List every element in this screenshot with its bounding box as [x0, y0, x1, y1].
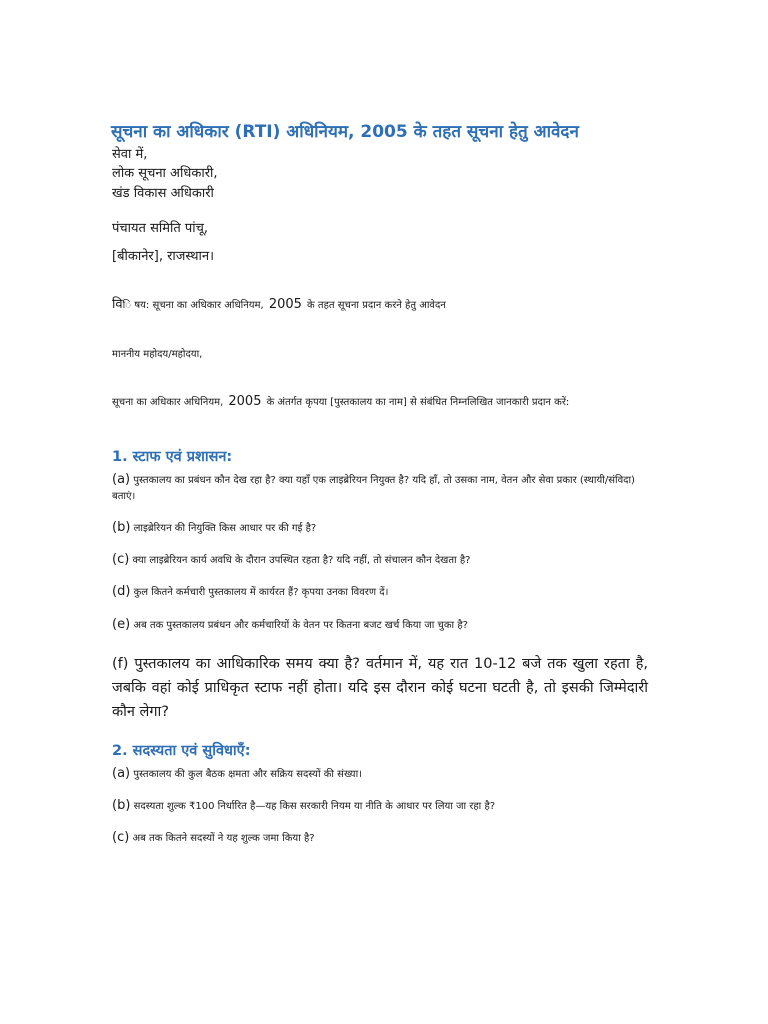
intro-start: सूचना का अधिकार अधिनियम,	[112, 397, 224, 408]
intro-rest: के अंतर्गत कृपया [पुस्तकालय का नाम] से संबंधित निम्नलिखित जानकारी प्रदान करें:	[266, 397, 570, 408]
subject-line	[112, 293, 446, 312]
item-tag: (c)	[112, 552, 130, 567]
subject-tail: के तहत सूचना प्रदान करने हेतु आवेदन	[307, 300, 446, 311]
item-tag: (d)	[112, 584, 131, 599]
subject-year: 2005	[268, 297, 302, 312]
address-line-4: पंचायत समिति पांचू,	[112, 221, 209, 236]
intro-paragraph	[112, 390, 569, 409]
item-tag: (e)	[112, 617, 131, 632]
section-1-item-e	[112, 617, 468, 632]
section-1-item-a	[112, 472, 652, 505]
section-2-heading: 2. सदस्यता एवं सुविधाएँ:	[112, 743, 251, 759]
intro-year: 2005	[228, 394, 262, 409]
section-1-item-b	[112, 520, 316, 535]
item-text: सदस्यता शुल्क ₹100 निर्धारित है—यह किस सरकारी नियम या नीति के आधार पर लिया जा रहा है?	[133, 801, 496, 812]
address-line-3: खंड विकास अधिकारी	[112, 186, 214, 201]
item-tag: (b)	[112, 798, 131, 813]
section-2-item-b	[112, 798, 495, 813]
item-tag: (a)	[112, 766, 131, 781]
subject-text: ि षय: सूचना का अधिकार अधिनियम,	[122, 300, 264, 311]
section-1-item-d	[112, 584, 388, 599]
address-line-2: लोक सूचना अधिकारी,	[112, 166, 218, 181]
section-2-item-a	[112, 766, 362, 781]
item-text: क्या लाइब्रेरियन कार्य अवधि के दौरान उपस्थित रहता है? यदि नहीं, तो संचालन कौन देखता है?	[132, 555, 471, 566]
document-title: सूचना का अधिकार (RTI) अधिनियम, 2005 के तहत सूचना हेतु आवेदन	[111, 122, 579, 142]
item-tag: (c)	[112, 830, 130, 845]
salutation: माननीय महोदय/महोदया,	[112, 349, 203, 360]
section-1-item-c	[112, 552, 470, 567]
item-text: अब तक पुस्तकालय प्रबंधन और कर्मचारियों के वेतन पर कितना बजट खर्च किया जा चुका है?	[133, 620, 468, 631]
subject-prefix: वि	[112, 297, 123, 312]
section-1-heading: 1. स्टाफ एवं प्रशासन:	[112, 449, 233, 465]
section-1-item-f: (f) पुस्तकालय का आधिकारिक समय क्या है? वर्तमान में, यह रात 10-12 बजे तक खुला रहता है, जबकि वहां कोई प्राधिकृत स्टाफ नहीं होता। यदि इस दौरान कोई घटना घटती है, तो इसकी जिम्मेदारी कौन लेगा?	[112, 656, 648, 720]
item-text: अब तक कितने सदस्यों ने यह शुल्क जमा किया है?	[132, 833, 315, 844]
address-line-5: [बीकानेर], राजस्थान।	[112, 249, 215, 264]
item-tag: (a)	[112, 472, 131, 487]
item-tag: (b)	[112, 520, 131, 535]
item-text: कुल कितने कर्मचारी पुस्तकालय में कार्यरत हैं? कृपया उनका विवरण दें।	[133, 587, 389, 598]
item-text: पुस्तकालय की कुल बैठक क्षमता और सक्रिय सदस्यों की संख्या।	[133, 769, 362, 780]
item-text: पुस्तकालय का प्रबंधन कौन देख रहा है? क्या यहाँ एक लाइब्रेरियन नियुक्त है? यदि हाँ, तो उसका नाम, वेतन और सेवा प्रकार (स्थायी/संविदा) बताएं।	[112, 475, 635, 502]
address-line-1: सेवा में,	[112, 147, 148, 162]
section-2-item-c	[112, 830, 315, 845]
item-text: लाइब्रेरियन की नियुक्ति किस आधार पर की गई है?	[133, 523, 317, 534]
